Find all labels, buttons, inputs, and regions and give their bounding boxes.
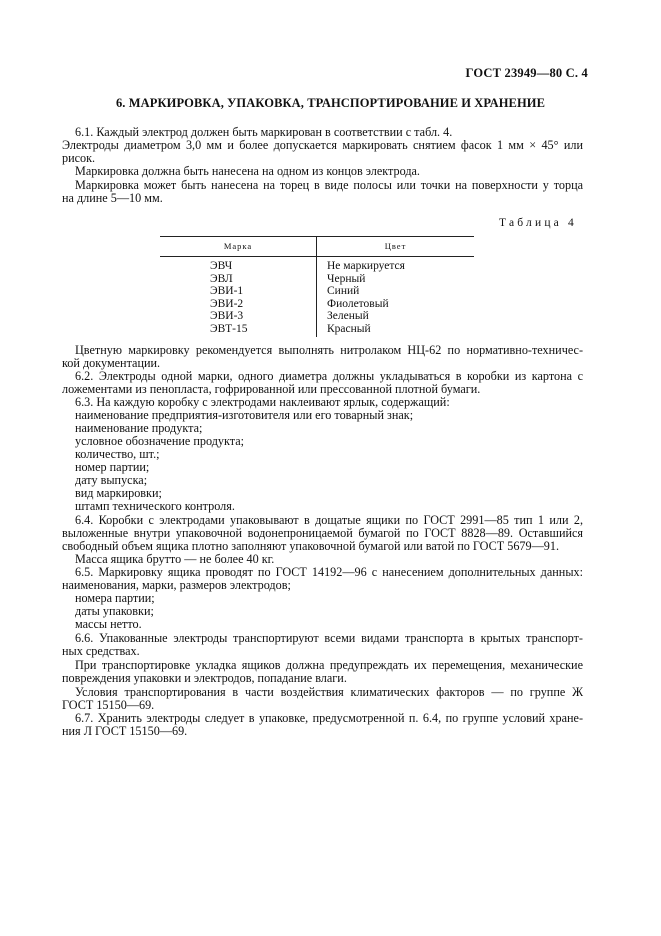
text-line: ных средствах. [62,644,140,658]
table-header [160,236,474,257]
table-cell-mark: ЭВЛ [210,272,233,285]
text-line: Маркировка может быть нанесена на торец в виде полосы или точки на поверхности у торца [75,178,583,192]
table-cell-color: Не маркируется [327,260,405,272]
text-line: ния Л ГОСТ 15150—69. [62,724,188,738]
section-title: 6. МАРКИРОВКА, УПАКОВКА, ТРАНСПОРТИРОВАНИЕ И ХРАНЕНИЕ [115,96,546,110]
text-line: массы нетто. [75,617,142,631]
text-line: 6.5. Маркировку ящика проводят по ГОСТ 14192—96 с нанесением дополнительных данных: [75,565,583,579]
text-line: 6.6. Упакованные электроды транспортируют всеми видами транспорта в крытых транспорт- [75,631,583,645]
table-cell-mark: ЭВИ-2 [210,297,244,310]
text-line: даты упаковки; [75,604,154,618]
text-line: Цветную маркировку рекомендуется выполнять нитролаком НЦ-62 по нормативно-техничес- [75,343,583,357]
text-line: выложенные внутри упаковочной водонепроницаемой бумагой по ГОСТ 8828—89. Оставшийся [62,526,583,540]
text-line: 6.7. Хранить электроды следует в упаковке, предусмотренной п. 6.4, по группе условий хране- [75,711,583,725]
table-cell-mark: ЭВИ-1 [210,285,244,297]
table-cell-mark: ЭВТ-15 [210,322,248,335]
table-cell-color: Черный [327,272,366,285]
text-line: 6.4. Коробки с электродами упаковывают в дощатые ящики по ГОСТ 2991—85 тип 1 или 2, [75,513,583,527]
text-line: количество, шт.; [75,447,160,461]
text-line: ГОСТ 15150—69. [62,698,155,712]
text-line: 6.2. Электроды одной марки, одного диаметра должны укладываться в коробки из картона с [75,369,583,383]
text-line: Условия транспортирования в части воздействия климатических факторов — по группе Ж [75,685,583,699]
text-line: 6.1. Каждый электрод должен быть маркирован в соответствии с табл. 4. [75,125,453,139]
color-column [317,257,474,337]
table-caption: Таблица 4 [499,217,577,229]
table-cell-mark: ЭВИ-3 [210,310,244,322]
page-header: ГОСТ 23949—80 С. 4 [465,66,588,80]
text-line: 6.3. На каждую коробку с электродами наклеивают ярлык, содержащий: [75,395,450,409]
text-line: Масса ящика брутто — не более 40 кг. [75,552,275,566]
text-line: на длине 5—10 мм. [62,191,163,205]
text-line: ложементами из пенопласта, гофрированной или прессованной плотной бумаги. [62,382,481,396]
text-line: Электроды диаметром 3,0 мм и более допускается маркировать снятием фасок 1 мм × 45° или [62,138,583,152]
table-cell-mark: ЭВЧ [210,260,233,272]
mark-column [160,257,317,337]
text-line: номера партии; [75,591,155,605]
text-line: свободный объем ящика плотно заполняют упаковочной бумагой или ватой по ГОСТ 5679—91. [62,539,560,553]
marking-table [160,236,474,337]
column-header-mark: Марка [160,237,317,256]
text-line: наименование предприятия-изготовителя или его товарный знак; [75,408,414,422]
text-line: наименование продукта; [75,421,203,435]
text-line: повреждения упаковки и электродов, попадание влаги. [62,671,347,685]
table-cell-color: Фиолетовый [327,297,389,310]
text-line: рисок. [62,151,96,165]
text-line: номер партии; [75,460,150,474]
text-line: дату выпуска; [75,473,148,487]
text-line: наименования, марки, размеров электродов; [62,578,291,592]
text-line: штамп технического контроля. [75,499,235,513]
table-cell-color: Красный [327,322,371,335]
text-line: условное обозначение продукта; [75,434,245,448]
table-cell-color: Синий [327,285,360,297]
text-line: кой документации. [62,356,161,370]
table-cell-color: Зеленый [327,310,369,322]
text-line: При транспортировке укладка ящиков должна предупреждать их перемещения, механические [75,658,583,672]
text-line: вид маркировки; [75,486,162,500]
text-line: Маркировка должна быть нанесена на одном из концов электрода. [75,164,420,178]
column-header-color: Цвет [384,241,407,251]
